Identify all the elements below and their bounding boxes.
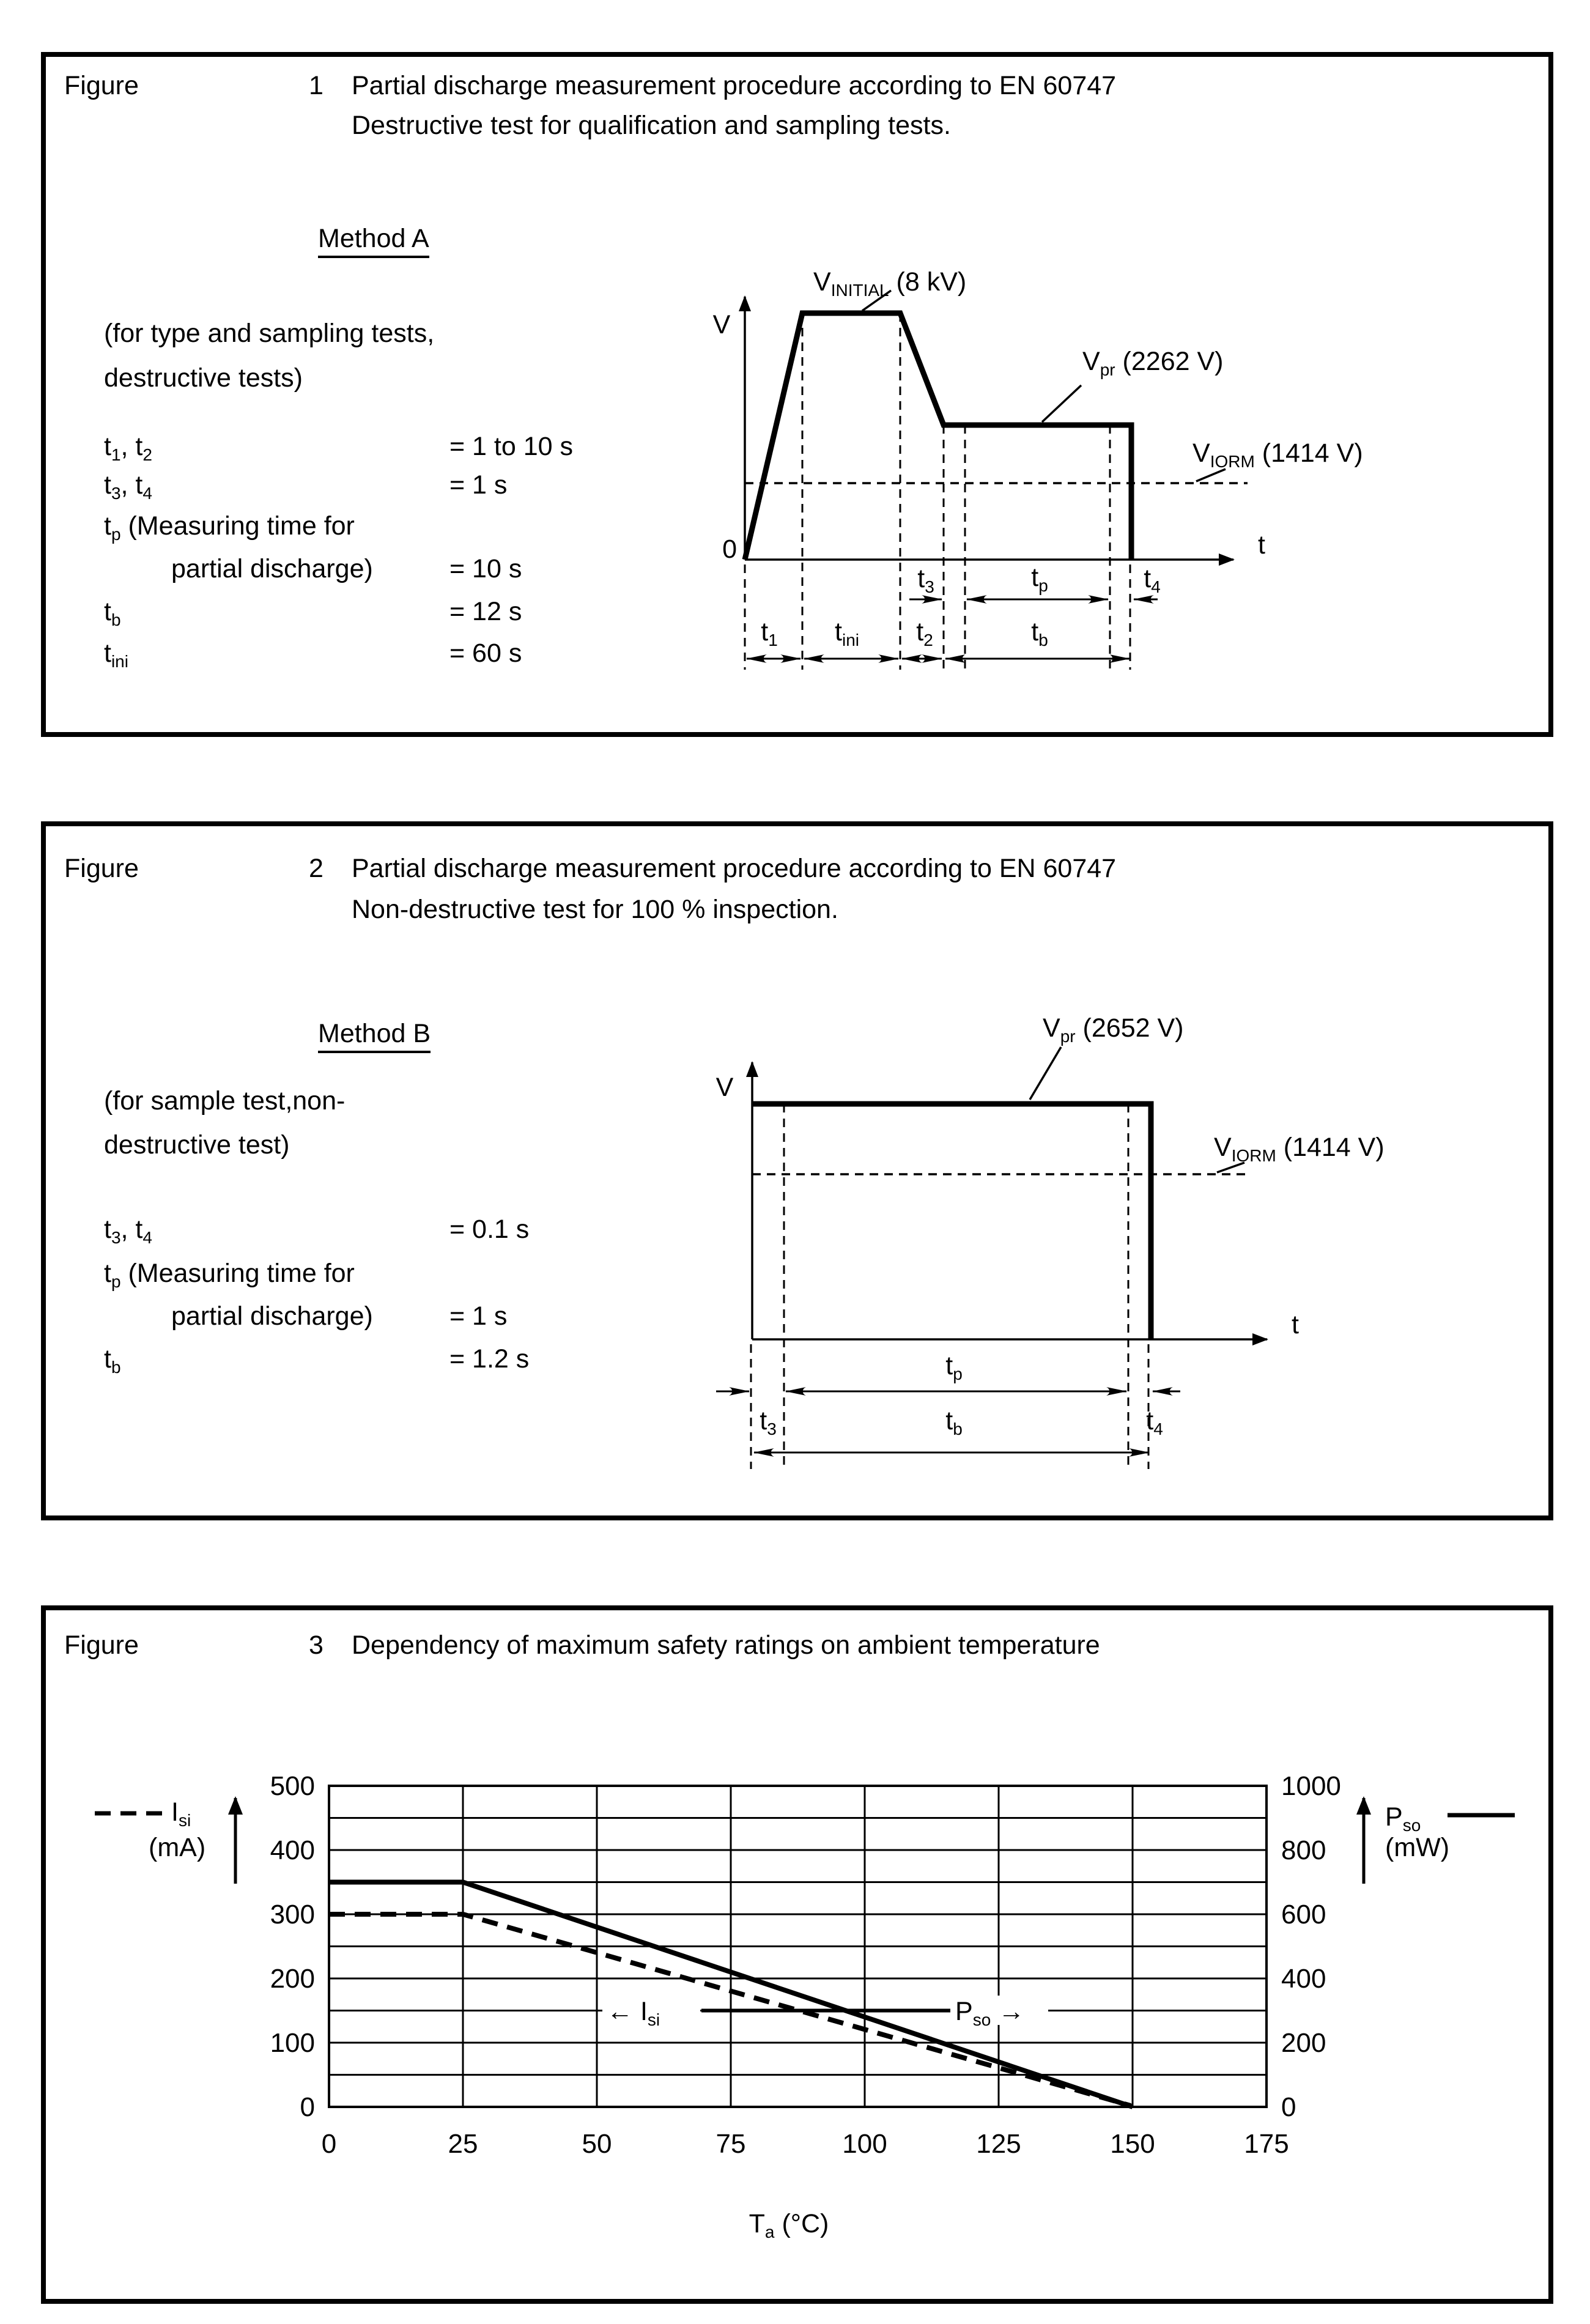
dim-label-tini bbox=[835, 617, 859, 649]
dim-sub: b bbox=[953, 1419, 963, 1438]
vinitial-main: V bbox=[813, 267, 831, 297]
left-arrow-icon: ← bbox=[607, 1997, 640, 2026]
xtick-75: 75 bbox=[716, 2129, 746, 2159]
xtick-50: 50 bbox=[582, 2129, 612, 2159]
legend-pso-label bbox=[1385, 1802, 1421, 1835]
fig1-waveform-diagram bbox=[41, 52, 1553, 737]
left-axis-ticks bbox=[270, 1771, 315, 2122]
row-sub: ini bbox=[111, 652, 128, 671]
xtick-175: 175 bbox=[1244, 2129, 1289, 2159]
dim-sub: 3 bbox=[767, 1419, 777, 1438]
right-arrow-icon: → bbox=[991, 1997, 1025, 2026]
pso-sub: so bbox=[972, 2010, 991, 2029]
row-text: t bbox=[104, 597, 111, 626]
figure1-desc-line1: (for type and sampling tests, bbox=[104, 319, 435, 348]
ytick-right-600: 600 bbox=[1281, 1900, 1326, 1930]
dim-label-tb bbox=[1031, 617, 1048, 649]
row-text: t bbox=[104, 1215, 111, 1244]
figure2-title-line2: Non-destructive test for 100 % inspection. bbox=[352, 895, 838, 924]
viorm-pointer bbox=[1196, 469, 1226, 481]
row-sub: 4 bbox=[142, 1228, 152, 1247]
figure1-desc-line2: destructive tests) bbox=[104, 363, 303, 393]
viorm-label bbox=[1192, 439, 1363, 471]
dim-sub: 1 bbox=[768, 631, 778, 649]
fig2-pointer-lines bbox=[1030, 1047, 1244, 1172]
row-text: t bbox=[104, 470, 111, 500]
row-sub: 2 bbox=[142, 445, 152, 464]
ytick-right-400: 400 bbox=[1281, 1964, 1326, 1994]
fig2-value-tb: = 1.2 s bbox=[449, 1344, 530, 1374]
dim-label-t3 bbox=[760, 1406, 777, 1438]
figure2-title-line1: Partial discharge measurement procedure according to EN 60747 bbox=[352, 854, 1117, 883]
dim-sub: 2 bbox=[923, 631, 933, 649]
viorm-sub: IORM bbox=[1210, 452, 1255, 471]
dim-label-tp bbox=[945, 1351, 963, 1383]
dim-main: t bbox=[916, 617, 924, 646]
ytick-left-300: 300 bbox=[270, 1900, 315, 1930]
row-sub: 1 bbox=[111, 445, 121, 464]
figure3-label: Figure bbox=[64, 1630, 139, 1660]
ytick-left-500: 500 bbox=[270, 1771, 315, 1801]
pso-main: P bbox=[955, 1997, 973, 2026]
figure1-label: Figure bbox=[64, 71, 139, 100]
dim-sub: b bbox=[1038, 631, 1048, 649]
dim-main: t bbox=[1146, 1406, 1154, 1435]
dim-sub: p bbox=[1038, 576, 1048, 595]
figure2-box bbox=[41, 821, 1553, 1520]
viorm-rest: (1414 V) bbox=[1276, 1133, 1385, 1162]
xtick-100: 100 bbox=[842, 2129, 887, 2159]
xtick-150: 150 bbox=[1110, 2129, 1155, 2159]
row-text: , t bbox=[120, 1215, 143, 1244]
fig1-value-tp: = 10 s bbox=[449, 554, 522, 583]
dim-label-t2 bbox=[916, 617, 933, 649]
legend-isi-unit: (mA) bbox=[149, 1833, 206, 1862]
ta-main: T bbox=[749, 2209, 765, 2238]
fig1-value-t3t4: = 1 s bbox=[449, 470, 508, 500]
vpr-rest: (2652 V) bbox=[1075, 1013, 1184, 1043]
row-sub: 4 bbox=[142, 484, 152, 503]
dim-main: t bbox=[761, 617, 769, 646]
fig1-value-tini: = 60 s bbox=[449, 638, 522, 668]
figure1-box bbox=[41, 52, 1553, 737]
figure1-title-line1: Partial discharge measurement procedure according to EN 60747 bbox=[352, 71, 1117, 100]
viorm-sub: IORM bbox=[1231, 1146, 1276, 1165]
figure2-desc-line1: (for sample test,non- bbox=[104, 1086, 346, 1116]
t-axis-label: t bbox=[1258, 530, 1265, 560]
dim-main: t bbox=[760, 1406, 767, 1435]
xtick-0: 0 bbox=[321, 2129, 337, 2159]
figure2-label: Figure bbox=[64, 854, 139, 883]
fig1-axes bbox=[745, 297, 1233, 560]
viorm-rest: (1414 V) bbox=[1254, 439, 1363, 468]
fig1-value-tb: = 12 s bbox=[449, 597, 522, 626]
fig2-voltage-waveform bbox=[752, 1104, 1151, 1339]
v-axis-label: V bbox=[716, 1073, 734, 1102]
dim-main: t bbox=[917, 564, 925, 593]
fig1-value-t1t2: = 1 to 10 s bbox=[449, 432, 574, 461]
ta-unit: (°C) bbox=[774, 2209, 829, 2238]
t-axis-label: t bbox=[1292, 1310, 1299, 1339]
figure3-number: 3 bbox=[309, 1630, 324, 1660]
ytick-left-0: 0 bbox=[300, 2092, 315, 2122]
ytick-right-800: 800 bbox=[1281, 1835, 1326, 1865]
figure1-number: 1 bbox=[309, 71, 324, 100]
fig2-row-partial: partial discharge) bbox=[171, 1301, 373, 1331]
row-sub: 3 bbox=[111, 1228, 121, 1247]
origin-zero-label: 0 bbox=[722, 535, 737, 564]
vpr-label bbox=[1043, 1013, 1183, 1046]
dim-sub: ini bbox=[841, 631, 859, 649]
viorm-main: V bbox=[1192, 439, 1210, 468]
dim-label-t4 bbox=[1144, 564, 1161, 596]
fig1-row-partial: partial discharge) bbox=[171, 554, 373, 583]
row-sub: 3 bbox=[111, 484, 121, 503]
vpr-rest: (2262 V) bbox=[1115, 347, 1224, 376]
figure1-title-line2: Destructive test for qualification and sampling tests. bbox=[352, 111, 951, 140]
dim-label-tp bbox=[1031, 563, 1048, 595]
row-text: , t bbox=[120, 470, 143, 500]
dim-main: t bbox=[1144, 564, 1152, 593]
dim-sub: p bbox=[953, 1364, 963, 1383]
row-text: t bbox=[104, 638, 111, 668]
xtick-25: 25 bbox=[448, 2129, 478, 2159]
right-axis-ticks bbox=[1281, 1771, 1341, 2122]
dim-sub: 4 bbox=[1153, 1419, 1163, 1438]
method-b-text: Method B bbox=[318, 1019, 431, 1053]
isi-sub: si bbox=[647, 2010, 660, 2029]
xtick-125: 125 bbox=[976, 2129, 1021, 2159]
isi-sub: si bbox=[178, 1811, 191, 1830]
dim-main: t bbox=[1031, 563, 1039, 592]
fig2-value-t3t4: = 0.1 s bbox=[449, 1215, 530, 1244]
row-text: t bbox=[104, 432, 111, 461]
vpr-label bbox=[1082, 347, 1223, 379]
chart-gridlines bbox=[329, 1786, 1266, 2107]
dim-label-t1 bbox=[761, 617, 778, 649]
figure2-number: 2 bbox=[309, 854, 324, 883]
vpr-main: V bbox=[1082, 347, 1100, 376]
vpr-sub: pr bbox=[1060, 1027, 1076, 1046]
dim-sub: 4 bbox=[1151, 577, 1161, 596]
figure2-desc-line2: destructive test) bbox=[104, 1130, 290, 1160]
fig1-pointer-lines bbox=[862, 290, 1226, 481]
row-text: t bbox=[104, 511, 111, 541]
viorm-label bbox=[1214, 1133, 1385, 1165]
vinitial-label bbox=[813, 267, 966, 300]
vpr-main: V bbox=[1043, 1013, 1060, 1043]
vpr-sub: pr bbox=[1100, 360, 1115, 379]
dim-label-tb bbox=[945, 1406, 963, 1438]
legend-left-isi bbox=[95, 1797, 235, 1884]
row-text: t bbox=[104, 1344, 111, 1374]
x-axis-ticks bbox=[322, 2129, 1289, 2159]
dim-label-t4 bbox=[1146, 1406, 1163, 1438]
legend-pso-unit: (mW) bbox=[1385, 1833, 1450, 1862]
method-a-text: Method A bbox=[318, 224, 429, 258]
dim-sub: 3 bbox=[925, 577, 934, 596]
fig2-value-tp: = 1 s bbox=[449, 1301, 508, 1331]
ta-sub: a bbox=[764, 2222, 775, 2241]
isi-main: I bbox=[640, 1997, 648, 2026]
row-sub: p bbox=[111, 525, 121, 544]
fig2-waveform-diagram bbox=[41, 821, 1553, 1520]
vpr-pointer bbox=[1030, 1047, 1061, 1100]
vinitial-rest: (8 kV) bbox=[889, 267, 967, 297]
row-sub: p bbox=[111, 1272, 121, 1291]
row-text: (Measuring time for bbox=[120, 1259, 355, 1288]
pso-sub: so bbox=[1402, 1816, 1421, 1835]
fig1-dimension-arrows bbox=[747, 599, 1158, 659]
x-axis-title bbox=[749, 2209, 829, 2241]
vpr-pointer bbox=[1042, 385, 1081, 422]
dim-main: t bbox=[835, 617, 842, 646]
figure3-title: Dependency of maximum safety ratings on ambient temperature bbox=[352, 1630, 1100, 1660]
row-text: t bbox=[104, 1259, 111, 1288]
figure3-box bbox=[41, 1605, 1553, 2304]
ytick-right-1000: 1000 bbox=[1281, 1771, 1341, 1801]
vinitial-sub: INITIAL bbox=[830, 281, 889, 300]
ytick-left-200: 200 bbox=[270, 1964, 315, 1994]
legend-isi-label bbox=[171, 1797, 191, 1830]
dim-main: t bbox=[945, 1351, 953, 1380]
row-text: , t bbox=[120, 432, 143, 461]
fig3-derating-chart bbox=[41, 1605, 1553, 2304]
legend-right-pso bbox=[1364, 1798, 1515, 1884]
isi-main: I bbox=[171, 1797, 179, 1827]
dim-main: t bbox=[945, 1406, 953, 1435]
ytick-left-400: 400 bbox=[270, 1835, 315, 1865]
pso-main: P bbox=[1385, 1802, 1403, 1832]
v-axis-label: V bbox=[712, 310, 731, 339]
dim-label-t3 bbox=[917, 564, 934, 596]
ytick-right-0: 0 bbox=[1281, 2092, 1296, 2122]
row-text: (Measuring time for bbox=[120, 511, 355, 541]
ytick-right-200: 200 bbox=[1281, 2028, 1326, 2058]
row-sub: b bbox=[111, 1358, 121, 1377]
dim-main: t bbox=[1031, 617, 1039, 646]
ytick-left-100: 100 bbox=[270, 2028, 315, 2058]
fig2-dashed-guides bbox=[751, 1104, 1251, 1469]
viorm-main: V bbox=[1214, 1133, 1232, 1162]
row-sub: b bbox=[111, 610, 121, 629]
